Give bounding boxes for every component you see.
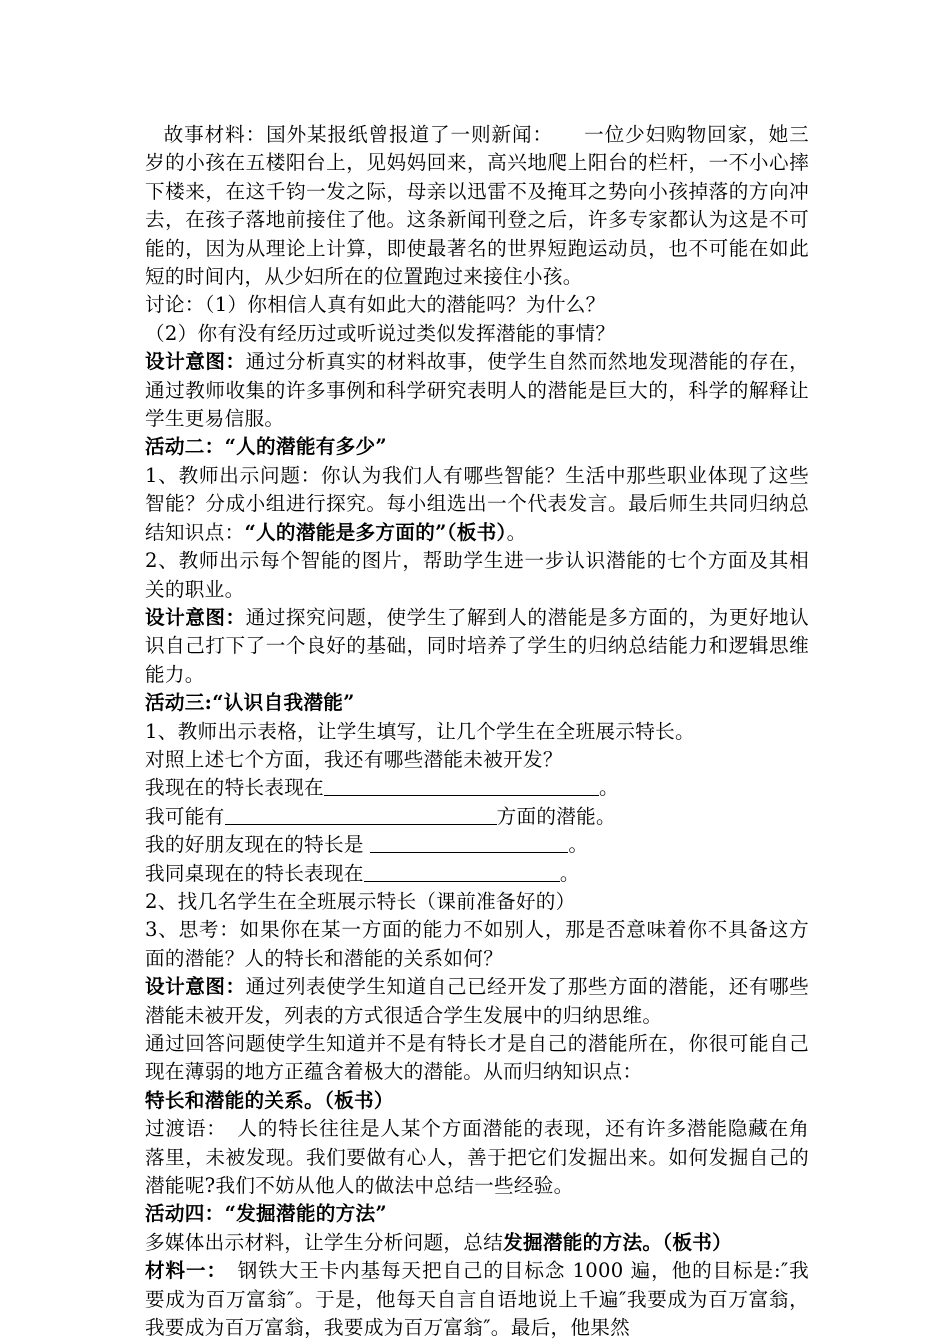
- document-page: [145, 121, 809, 1342]
- activity-3-item-1: 1、教师出示表格，让学生填写，让几个学生在全班展示特长。: [145, 719, 695, 743]
- fill-blank: [324, 775, 599, 796]
- activity-4-line-1-text: 多媒体出示材料，让学生分析问题，总结: [145, 1230, 504, 1254]
- activity-3-title: 活动三:“认识自我潜能”: [145, 691, 355, 715]
- fill-line-potential: [145, 803, 809, 831]
- design-intent-text: 通过探究问题，使学生了解到人的潜能是多方面的，为更好地认识自己打下了一个良好的基础，同时培养了学生的归纳总结能力和逻辑思维能力。: [145, 605, 809, 686]
- fill-line-label: 我的好朋友现在的特长是: [145, 833, 371, 857]
- design-intent-3: [145, 973, 809, 1030]
- fill-line-end: 方面的潜能。: [496, 804, 616, 828]
- story-paragraph: 故事材料：国外某报纸曾报道了一则新闻： 一位少妇购物回家，她三岁的小孩在五楼阳台上，见妈妈回来，高兴地爬上阳台的栏杆，一不小心摔下楼来，在这千钧一发之际，母亲以迅雷不及掩耳之势向小孩掉落的方向冲去，在孩子落地前接住了他。这条新闻刊登之后，许多专家都认为这是不可能的，因为从理论上计算，即使最著名的世界短跑运动员，也不可能在如此短的时间内，从少妇所在的位置跑过来接住小孩。: [145, 123, 809, 289]
- design-intent-label: 设计意图：: [145, 975, 246, 999]
- fill-blank: [364, 861, 560, 882]
- activity-2-item-2: 2、教师出示每个智能的图片，帮助学生进一步认识潜能的七个方面及其相关的职业。: [145, 549, 809, 601]
- material-1: [145, 1257, 809, 1342]
- material-1-text: 钢铁大王卡内基每天把自己的目标念 1000 遍，他的目标是:″我要成为百万富翁″。于是，他每天自言自语地说上千遍″我要成为百万富翁，我要成为百万富翁，我要成为百万富翁″。最后，他果然: [145, 1259, 810, 1340]
- fill-blank: [225, 804, 497, 825]
- design-intent-text: 通过分析真实的材料故事，使学生自然而然地发现潜能的存在，通过教师收集的许多事例和科学研究表明人的潜能是巨大的，科学的解释让学生更易信服。: [145, 350, 809, 431]
- fill-line-label: 我同桌现在的特长表现在: [145, 861, 364, 885]
- discussion-question-1: 讨论：（1）你相信人真有如此大的潜能吗？为什么？: [145, 293, 606, 317]
- activity-2-item-1: [145, 462, 809, 547]
- design-intent-3-continued: 通过回答问题使学生知道并不是有特长才是自己的潜能所在，你很可能自己现在薄弱的地方正蕴含着极大的潜能。从而归纳知识点：: [145, 1032, 809, 1084]
- material-1-label: 材料一：: [145, 1259, 218, 1283]
- design-intent-2: [145, 604, 809, 689]
- activity-4-title: 活动四：“发掘潜能的方法”: [145, 1202, 387, 1226]
- fill-line-specialty: [145, 774, 809, 802]
- activity-4-line-1: [145, 1229, 809, 1257]
- activity-2-item-1-text: 1、教师出示问题：你认为我们人有哪些智能？生活中那些职业体现了这些智能？分成小组进行探究。每小组选出一个代表发言。最后师生共同归纳总结知识点：: [145, 463, 809, 544]
- activity-3-prompt: 对照上述七个方面，我还有哪些潜能未被开发？: [145, 747, 563, 771]
- activity-4-key-point: 发掘潜能的方法。（板书）: [503, 1230, 733, 1254]
- fill-line-label: 我现在的特长表现在: [145, 776, 325, 800]
- design-intent-text: 通过列表使学生知道自己已经开发了那些方面的潜能，还有哪些潜能未被开发，列表的方式很适合学生发展中的归纳思维。: [145, 975, 809, 1027]
- fill-blank: [370, 832, 568, 853]
- activity-3-item-2: 2、找几名学生在全班展示特长（课前准备好的）: [145, 889, 576, 913]
- transition-paragraph: 过渡语： 人的特长往往是人某个方面潜能的表现，还有许多潜能隐藏在角落里，未被发现。我们要做有心人，善于把它们发掘出来。如何发掘自己的潜能呢?我们不妨从他人的做法中总结一些经验。: [145, 1117, 809, 1198]
- fill-line-end: 。: [568, 833, 589, 857]
- activity-3-item-3: 3、思考：如果你在某一方面的能力不如别人，那是否意味着你不具备这方面的潜能？人的特长和潜能的关系如何？: [145, 918, 809, 970]
- discussion-question-2: （2）你有没有经历过或听说过类似发挥潜能的事情？: [145, 321, 616, 345]
- activity-2-item-1-end: 。: [506, 520, 527, 544]
- fill-line-friend: [145, 831, 809, 859]
- activity-2-title: 活动二：“人的潜能有多少”: [145, 435, 387, 459]
- design-intent-label: 设计意图：: [145, 350, 246, 374]
- design-intent-label: 设计意图：: [145, 605, 246, 629]
- fill-line-label: 我可能有: [145, 804, 225, 828]
- fill-line-end: 。: [599, 776, 619, 800]
- activity-2-key-point: “人的潜能是多方面的”（板书）: [244, 520, 507, 544]
- design-intent-1: [145, 348, 809, 433]
- fill-line-end: 。: [559, 861, 580, 885]
- knowledge-point: 特长和潜能的关系。（板书）: [145, 1088, 394, 1112]
- fill-line-deskmate: [145, 860, 809, 888]
